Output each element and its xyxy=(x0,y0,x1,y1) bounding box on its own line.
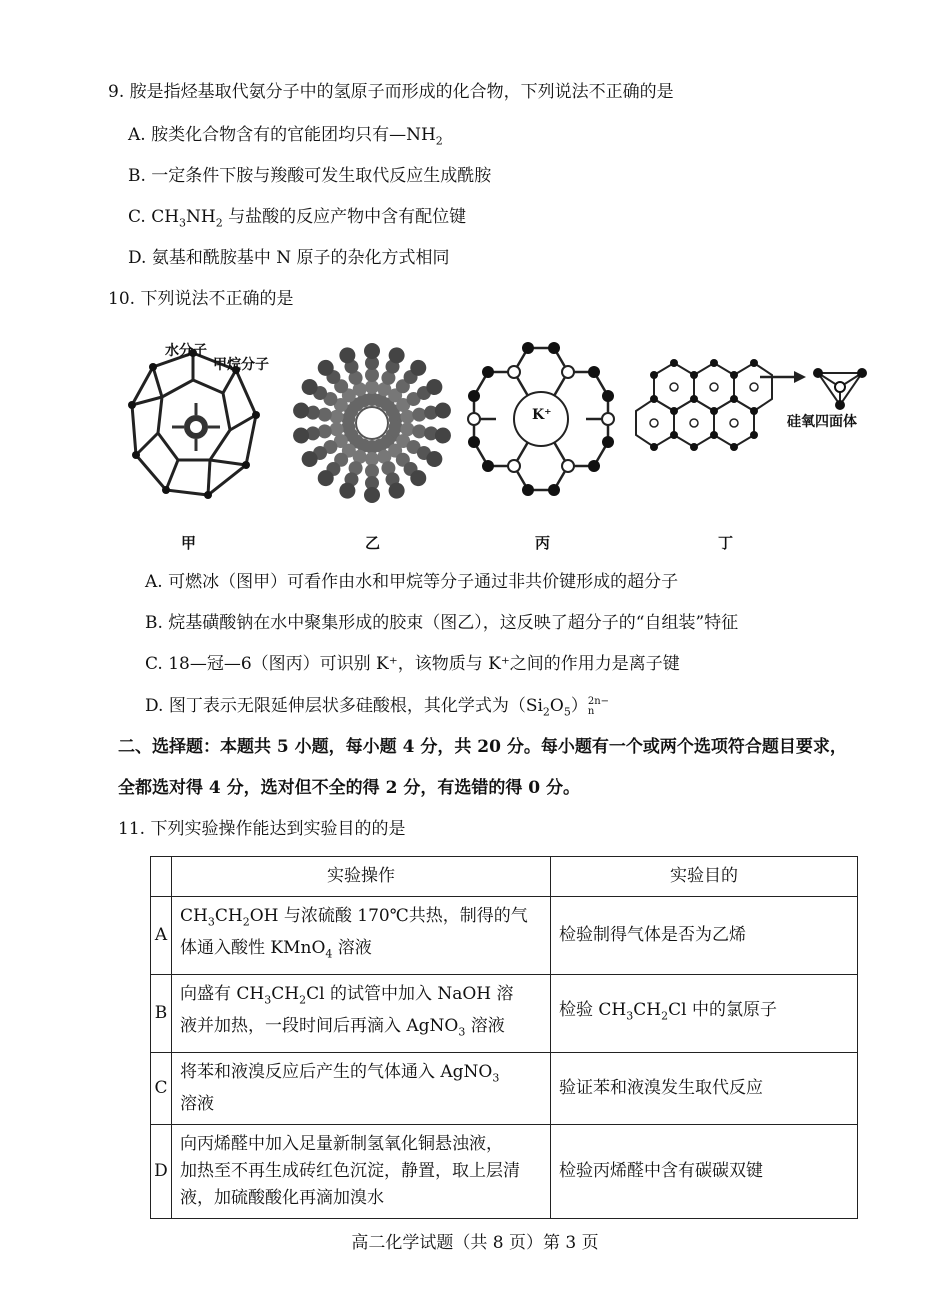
table-header-row xyxy=(151,857,858,897)
methane-molecule-label: 甲烷分子 xyxy=(213,357,269,373)
row-operation: $CH_3CH_2OH$ 与浓硫酸 170℃共热，制得的气 体通入酸性 KMnO$_4$ 溶液 xyxy=(172,897,551,975)
k-ion-label: K⁺ xyxy=(532,407,552,423)
header-operation: 实验操作 xyxy=(172,857,551,897)
page-footer: 高二化学试题（共 8 页）第 3 页 xyxy=(351,1233,599,1253)
layered-silicate-figure xyxy=(634,345,774,455)
row-option-label: B xyxy=(151,974,172,1052)
q10-option-b: B. 烷基磺酸钠在水中聚集形成的胶束（图乙），这反映了超分子的“自组装”特征 xyxy=(145,613,739,633)
q9-option-b: B. 一定条件下胺与羧酸可发生取代反应生成酰胺 xyxy=(128,166,492,186)
q9-option-a: A. 胺类化合物含有的官能团均只有$—NH_2$ xyxy=(128,125,443,148)
tetrahedron-label: 硅氧四面体 xyxy=(787,414,857,430)
micelle-figure xyxy=(290,338,455,508)
row-option-label: D xyxy=(151,1124,172,1218)
row-operation: 向丙烯醛中加入足量新制氢氧化铜悬浊液， 加热至不再生成砖红色沉淀，静置，取上层清 液，加硫酸酸化再滴加溴水 xyxy=(172,1124,551,1218)
figure-label-yi: 乙 xyxy=(365,534,381,552)
figure-label-ding: 丁 xyxy=(718,534,734,552)
table-row xyxy=(151,897,858,975)
table-row xyxy=(151,974,858,1052)
row-goal: 检验制得气体是否为乙烯 xyxy=(551,897,858,975)
q10-option-a: A. 可燃冰（图甲）可看作由水和甲烷等分子通过非共价键形成的超分子 xyxy=(145,572,679,592)
header-option-cell xyxy=(151,857,172,897)
row-goal: 检验 $CH_3CH_2Cl$ 中的氯原子 xyxy=(551,974,858,1052)
q10-stem: 10. 下列说法不正确的是 xyxy=(108,289,294,309)
table-row xyxy=(151,1052,858,1124)
row-goal: 验证苯和液溴发生取代反应 xyxy=(551,1052,858,1124)
q10-option-d: D. 图丁表示无限延伸层状多硅酸根，其化学式为$(Si_2O_5)2n-$ n xyxy=(145,695,610,719)
header-goal: 实验目的 xyxy=(551,857,858,897)
figure-label-jia: 甲 xyxy=(181,534,197,552)
q9-option-c: C. $CH_3NH_2$ 与盐酸的反应产物中含有配位键 xyxy=(128,207,467,230)
section2-instruction-line2: 全都选对得 4 分，选对但不全的得 2 分，有选错的得 0 分。 xyxy=(118,778,580,798)
q10-option-c: C. 18—冠—6（图丙）可识别 K⁺，该物质与 K⁺之间的作用力是离子键 xyxy=(145,654,680,674)
q9-stem: 9. 胺是指烃基取代氨分子中的氢原子而形成的化合物，下列说法不正确的是 xyxy=(108,82,674,102)
figure-label-bing: 丙 xyxy=(535,534,551,552)
table-row xyxy=(151,1124,858,1218)
arrow-to-tetrahedron xyxy=(758,363,868,413)
row-operation: 向盛有 $CH_3CH_2Cl$ 的试管中加入 NaOH 溶 液并加热，一段时间后再滴入 AgNO$_3$ 溶液 xyxy=(172,974,551,1052)
water-molecule-label: 水分子 xyxy=(165,343,207,359)
row-option-label: A xyxy=(151,897,172,975)
row-goal: 检验丙烯醛中含有碳碳双键 xyxy=(551,1124,858,1218)
q9-option-d: D. 氨基和酰胺基中 N 原子的杂化方式相同 xyxy=(128,248,450,268)
experiment-table xyxy=(150,856,858,1219)
row-option-label: C xyxy=(151,1052,172,1124)
section2-instruction-line1: 二、选择题：本题共 5 小题，每小题 4 分，共 20 分。每小题有一个或两个选项符合题目要求， xyxy=(118,737,847,757)
row-operation: 将苯和液溴反应后产生的气体通入 AgNO$_3$ 溶液 xyxy=(172,1052,551,1124)
q11-stem: 11. 下列实验操作能达到实验目的的是 xyxy=(118,819,406,839)
